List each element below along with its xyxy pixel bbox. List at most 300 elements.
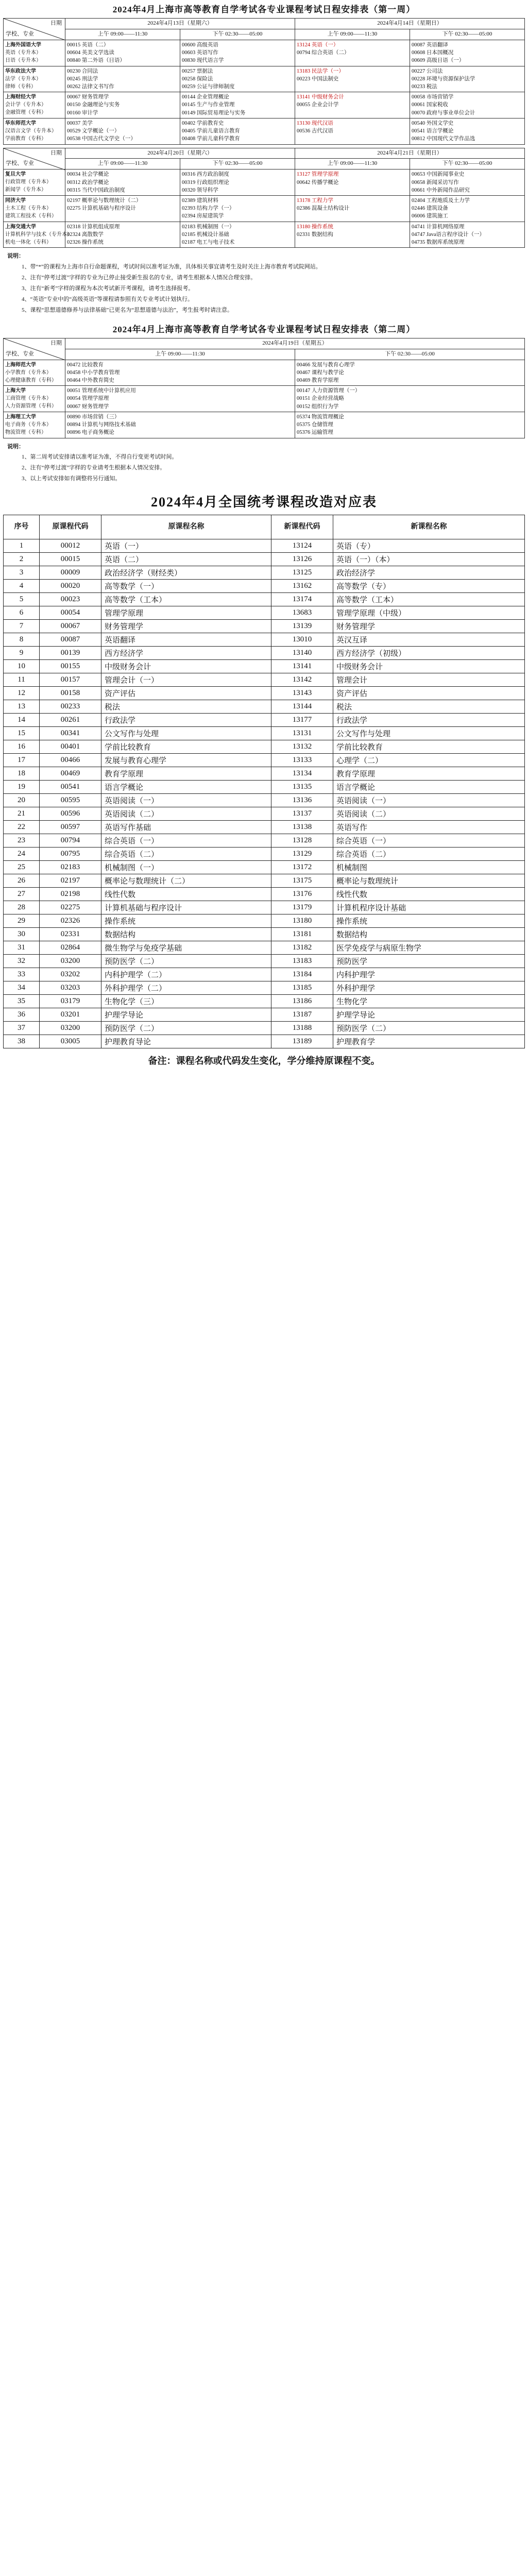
exam-slot bbox=[295, 170, 410, 196]
mapping-cell: 00795 bbox=[40, 848, 101, 861]
mapping-cell: 心理学（二） bbox=[333, 754, 525, 767]
exam-slot bbox=[65, 412, 295, 438]
mapping-cell: 医学免疫学与病原生物学 bbox=[333, 941, 525, 955]
mapping-cell: 18 bbox=[4, 767, 40, 781]
mapping-cell: 35 bbox=[4, 995, 40, 1008]
course-entry: 00087 英语翻译 bbox=[412, 42, 448, 48]
mapping-cell: 03200 bbox=[40, 955, 101, 968]
mapping-table bbox=[3, 515, 525, 1048]
mapping-cell: 微生物学与免疫学基础 bbox=[101, 941, 271, 955]
header-time-row bbox=[4, 29, 525, 40]
mapping-cell: 护理学导论 bbox=[333, 1008, 525, 1022]
note-item: 1、第二周考试安排请以准考证为准，不得自行变更考试时间。 bbox=[22, 454, 178, 461]
mapping-cell: 生物化学（三） bbox=[101, 995, 271, 1008]
major-cell bbox=[4, 66, 65, 92]
mapping-cell: 00054 bbox=[40, 606, 101, 620]
course-entry: 00067 财务管理学 bbox=[67, 403, 109, 410]
mapping-row bbox=[4, 566, 525, 580]
mapping-cell: 34 bbox=[4, 981, 40, 995]
mapping-row bbox=[4, 821, 525, 834]
notes-list bbox=[7, 262, 521, 315]
corner-top-label: 日期 bbox=[50, 149, 62, 156]
major-cell bbox=[4, 40, 65, 66]
exam-slot bbox=[410, 40, 525, 66]
course-entry: 05376 运输管理 bbox=[297, 430, 333, 436]
mapping-cell: 00155 bbox=[40, 660, 101, 673]
mapping-cell: 13125 bbox=[271, 566, 333, 580]
mapping-cell: 00466 bbox=[40, 754, 101, 767]
mapping-cell: 13182 bbox=[271, 941, 333, 955]
exam-slot bbox=[65, 222, 180, 248]
mapping-cell: 13184 bbox=[271, 968, 333, 981]
mapping-cell: 英语阅读（二） bbox=[101, 807, 271, 821]
document-page bbox=[0, 2, 528, 2576]
header-morning: 上午 09:00——11:30 bbox=[65, 159, 180, 170]
course-entry: 00609 高级日语（一） bbox=[412, 58, 465, 64]
mapping-cell: 综合英语（二） bbox=[333, 848, 525, 861]
mapping-cell: 16 bbox=[4, 740, 40, 754]
mapping-cell: 西方经济学 bbox=[101, 647, 271, 660]
course-entry: 00320 领导科学 bbox=[182, 187, 218, 193]
major-name: 机电一体化（专科） bbox=[5, 239, 52, 245]
mapping-cell: 英语（一）（本） bbox=[333, 553, 525, 566]
mapping-cell: 13188 bbox=[271, 1022, 333, 1035]
mapping-cell: 西方经济学（初级） bbox=[333, 647, 525, 660]
corner-bottom-label: 学校、专业 bbox=[6, 30, 34, 37]
mapping-cell: 13142 bbox=[271, 673, 333, 687]
mapping-cell: 财务管理学 bbox=[101, 620, 271, 633]
course-entry: 13183 民法学（一） bbox=[297, 68, 344, 74]
course-entry: 00794 综合英语（二） bbox=[297, 50, 350, 56]
course-entry: 00603 英语写作 bbox=[182, 50, 218, 56]
exam-slot bbox=[295, 92, 410, 118]
school-name: 上海外国语大学 bbox=[5, 42, 41, 48]
mapping-cell: 1 bbox=[4, 539, 40, 553]
mapping-cell: 内科护理学 bbox=[333, 968, 525, 981]
mapping-cell: 计算机基础与程序设计 bbox=[101, 901, 271, 914]
mapping-row bbox=[4, 995, 525, 1008]
mapping-cell: 数据结构 bbox=[333, 928, 525, 941]
header-morning: 上午 09:00——11:30 bbox=[65, 29, 180, 40]
mapping-cell: 03179 bbox=[40, 995, 101, 1008]
mapping-cell: 13126 bbox=[271, 553, 333, 566]
course-entry: 00223 中国法制史 bbox=[297, 76, 339, 82]
mapping-row bbox=[4, 754, 525, 767]
major-name: 汉语言文学（专升本） bbox=[5, 128, 57, 134]
mapping-cell: 00341 bbox=[40, 727, 101, 740]
course-entry: 00245 刑法学 bbox=[67, 76, 98, 82]
course-entry: 00608 日本国概况 bbox=[412, 50, 454, 56]
course-entry: 00147 人力资源管理（一） bbox=[297, 388, 361, 394]
mapping-cell: 2 bbox=[4, 553, 40, 566]
course-entry: 00402 学前教育史 bbox=[182, 120, 224, 126]
exam-slot bbox=[410, 118, 525, 144]
major-cell bbox=[4, 412, 65, 438]
mapping-cell: 生物化学 bbox=[333, 995, 525, 1008]
major-name: 会计学（专升本） bbox=[5, 102, 46, 108]
mapping-cell: 13124 bbox=[271, 539, 333, 553]
mapping-cell: 38 bbox=[4, 1035, 40, 1048]
mapping-cell: 13189 bbox=[271, 1035, 333, 1048]
school-name: 上海师范大学 bbox=[5, 362, 36, 368]
mapping-row bbox=[4, 941, 525, 955]
mapping-cell: 13143 bbox=[271, 687, 333, 700]
mapping-cell: 13144 bbox=[271, 700, 333, 714]
course-entry: 13180 操作系统 bbox=[297, 224, 333, 230]
exam-slot bbox=[410, 196, 525, 222]
mapping-cell: 13176 bbox=[271, 888, 333, 901]
course-entry: 13141 中级财务会计 bbox=[297, 94, 344, 100]
major-cell bbox=[4, 360, 65, 386]
mapping-cell: 英语（二） bbox=[101, 553, 271, 566]
mapping-row bbox=[4, 888, 525, 901]
header-morning: 上午 09:00——11:30 bbox=[295, 159, 410, 170]
course-entry: 04747 Java语言程序设计（一） bbox=[412, 231, 485, 238]
mapping-cell: 13172 bbox=[271, 861, 333, 874]
course-entry: 00653 中国新闻事业史 bbox=[412, 172, 465, 178]
mapping-row bbox=[4, 647, 525, 660]
header-day: 2024年4月21日（星期日） bbox=[295, 148, 525, 159]
mapping-row bbox=[4, 687, 525, 700]
mapping-cell: 预防医学（二） bbox=[101, 955, 271, 968]
mapping-title: 2024年4月全国统考课程改造对应表 bbox=[150, 495, 377, 510]
mapping-cell: 00157 bbox=[40, 673, 101, 687]
mapping-row bbox=[4, 901, 525, 914]
mapping-row bbox=[4, 633, 525, 647]
schedule-row bbox=[4, 222, 525, 248]
exam-slot bbox=[295, 222, 410, 248]
mapping-cell: 语言学概论 bbox=[101, 781, 271, 794]
mapping-cell: 6 bbox=[4, 606, 40, 620]
notes-title: 说明： bbox=[7, 253, 24, 260]
course-entry: 00890 市场营销（三） bbox=[67, 414, 120, 420]
major-cell bbox=[4, 386, 65, 412]
header-morning: 上午 09:00——11:30 bbox=[295, 29, 410, 40]
schedule-row bbox=[4, 196, 525, 222]
mapping-cell: 13179 bbox=[271, 901, 333, 914]
mapping-cell: 02198 bbox=[40, 888, 101, 901]
school-name: 同济大学 bbox=[5, 198, 26, 204]
mapping-cell: 00012 bbox=[40, 539, 101, 553]
mapping-cell: 线性代数 bbox=[101, 888, 271, 901]
exam-slot bbox=[180, 40, 295, 66]
course-entry: 06006 建筑施工 bbox=[412, 213, 448, 219]
course-entry: 04741 计算机网络原理 bbox=[412, 224, 465, 230]
note-item: 5、课程“思想道德修养与法律基础”已更名为“思想道德与法治”，考生报考时请注意。 bbox=[22, 307, 233, 313]
week1-notes bbox=[7, 251, 521, 315]
week2-schedule bbox=[0, 338, 528, 438]
mapping-cell: 23 bbox=[4, 834, 40, 848]
course-entry: 00233 税法 bbox=[412, 83, 437, 90]
major-name: 英语（专升本） bbox=[5, 49, 41, 56]
mapping-cell: 英语阅读（二） bbox=[333, 807, 525, 821]
major-name: 心理健康教育（专科） bbox=[5, 377, 57, 383]
mapping-cell: 37 bbox=[4, 1022, 40, 1035]
mapping-cell: 32 bbox=[4, 955, 40, 968]
major-cell bbox=[4, 196, 65, 222]
course-entry: 00258 保险法 bbox=[182, 76, 213, 82]
mapping-cell: 行政法学 bbox=[101, 714, 271, 727]
mapping-row bbox=[4, 740, 525, 754]
mapping-cell: 操作系统 bbox=[101, 914, 271, 928]
mapping-cell: 综合英语（二） bbox=[101, 848, 271, 861]
course-entry: 00840 第二外语（日语） bbox=[67, 58, 125, 64]
corner-bottom-label: 学校、专业 bbox=[6, 350, 34, 357]
mapping-cell: 13185 bbox=[271, 981, 333, 995]
mapping-cell: 00158 bbox=[40, 687, 101, 700]
course-entry: 00538 中国古代文学史（一） bbox=[67, 136, 136, 142]
header-day: 2024年4月13日（星期六） bbox=[65, 19, 295, 29]
mapping-cell: 12 bbox=[4, 687, 40, 700]
course-entry: 02389 建筑材料 bbox=[182, 198, 218, 204]
mapping-row bbox=[4, 1022, 525, 1035]
course-entry: 00536 古代汉语 bbox=[297, 128, 333, 134]
mapping-cell: 00401 bbox=[40, 740, 101, 754]
mapping-row bbox=[4, 553, 525, 566]
note-item: 3、以上考试安排如有调整将另行通知。 bbox=[22, 476, 121, 482]
mapping-cell: 中级财务会计 bbox=[101, 660, 271, 673]
exam-slot bbox=[65, 66, 180, 92]
course-entry: 02318 计算机组成原理 bbox=[67, 224, 120, 230]
course-entry: 00408 学前儿童科学教育 bbox=[182, 136, 240, 142]
mapping-cell: 英语写作基础 bbox=[101, 821, 271, 834]
mapping-cell: 预防医学（二） bbox=[333, 1022, 525, 1035]
exam-slot bbox=[65, 118, 180, 144]
corner-top-label: 日期 bbox=[50, 20, 62, 26]
exam-slot bbox=[180, 196, 295, 222]
mapping-cell: 计算机程序设计基础 bbox=[333, 901, 525, 914]
mapping-cell: 英语阅读（一） bbox=[101, 794, 271, 807]
header-morning: 上午 09:00——11:30 bbox=[65, 349, 295, 360]
mapping-cell: 13139 bbox=[271, 620, 333, 633]
course-entry: 00144 企业管理概论 bbox=[182, 94, 229, 100]
course-entry: 00150 金融理论与实务 bbox=[67, 102, 120, 108]
course-entry: 02185 机械设计基础 bbox=[182, 231, 229, 238]
week2-notes bbox=[7, 442, 521, 485]
major-name: 金融管理（专科） bbox=[5, 110, 46, 116]
mapping-cell: 28 bbox=[4, 901, 40, 914]
mapping-cell: 02331 bbox=[40, 928, 101, 941]
mapping-cell: 13136 bbox=[271, 794, 333, 807]
mapping-row bbox=[4, 660, 525, 673]
schedule-row bbox=[4, 92, 525, 118]
course-entry: 00054 管理学原理 bbox=[67, 396, 109, 402]
mapping-row bbox=[4, 1008, 525, 1022]
course-entry: 00812 中国现代文学作品选 bbox=[412, 136, 475, 142]
schedule-table bbox=[3, 338, 525, 438]
mapping-cell: 13140 bbox=[271, 647, 333, 660]
mapping-row bbox=[4, 861, 525, 874]
mapping-cell: 预防医学（二） bbox=[101, 1022, 271, 1035]
mapping-cell: 英语（专） bbox=[333, 539, 525, 553]
course-entry: 00604 英美文学选读 bbox=[67, 50, 114, 56]
course-entry: 00405 学前儿童语言教育 bbox=[182, 128, 240, 134]
course-entry: 02393 结构力学（一） bbox=[182, 206, 235, 212]
mapping-cell: 数据结构 bbox=[101, 928, 271, 941]
mapping-row bbox=[4, 606, 525, 620]
mapping-cell: 13683 bbox=[271, 606, 333, 620]
mapping-cell: 03005 bbox=[40, 1035, 101, 1048]
mapping-cell: 高等数学（一） bbox=[101, 580, 271, 593]
mapping-cell: 13175 bbox=[271, 874, 333, 888]
mapping-cell: 公文写作与处理 bbox=[101, 727, 271, 740]
mapping-row bbox=[4, 767, 525, 781]
schedule-table bbox=[3, 148, 525, 248]
mapping-cell: 13134 bbox=[271, 767, 333, 781]
mapping-cell: 02275 bbox=[40, 901, 101, 914]
mapping-row bbox=[4, 794, 525, 807]
course-entry: 02326 操作系统 bbox=[67, 240, 104, 246]
schedule-row bbox=[4, 66, 525, 92]
exam-slot bbox=[295, 412, 525, 438]
mapping-cell: 外科护理学（二） bbox=[101, 981, 271, 995]
course-entry: 00896 电子商务概论 bbox=[67, 430, 114, 436]
course-entry: 02394 房屋建筑学 bbox=[182, 213, 224, 219]
schedule-block bbox=[3, 338, 525, 438]
mapping-cell: 资产评估 bbox=[333, 687, 525, 700]
exam-slot bbox=[295, 118, 410, 144]
major-name: 建筑工程技术（专科） bbox=[5, 213, 57, 219]
mapping-cell: 概率论与数理统计 bbox=[333, 874, 525, 888]
schedule-row bbox=[4, 360, 525, 386]
exam-slot bbox=[295, 196, 410, 222]
mapping-cell: 管理会计（一） bbox=[101, 673, 271, 687]
mapping-cell: 英语（一） bbox=[101, 539, 271, 553]
mapping-header-cell: 新课程代码 bbox=[271, 515, 333, 539]
mapping-cell: 13186 bbox=[271, 995, 333, 1008]
mapping-row bbox=[4, 1035, 525, 1048]
mapping-cell: 24 bbox=[4, 848, 40, 861]
corner-bottom-label: 学校、专业 bbox=[6, 160, 34, 167]
major-cell bbox=[4, 170, 65, 196]
mapping-cell: 管理会计 bbox=[333, 673, 525, 687]
course-entry: 00458 中小学教育管理 bbox=[67, 369, 120, 376]
major-name: 律师（专科） bbox=[5, 83, 36, 90]
mapping-cell: 中级财务会计 bbox=[333, 660, 525, 673]
course-entry: 00145 生产与作业管理 bbox=[182, 102, 235, 108]
mapping-header-cell: 原课程名称 bbox=[101, 515, 271, 539]
mapping-cell: 英语写作 bbox=[333, 821, 525, 834]
exam-slot bbox=[65, 40, 180, 66]
mapping-cell: 03202 bbox=[40, 968, 101, 981]
mapping-cell: 13010 bbox=[271, 633, 333, 647]
mapping-row bbox=[4, 834, 525, 848]
mapping-cell: 学前比较教育 bbox=[333, 740, 525, 754]
major-name: 学前教育（专科） bbox=[5, 135, 46, 142]
course-entry: 00061 国家税收 bbox=[412, 102, 448, 108]
school-name: 复旦大学 bbox=[5, 172, 26, 178]
mapping-cell: 预防医学 bbox=[333, 955, 525, 968]
mapping-header-row bbox=[4, 515, 525, 539]
mapping-cell: 学前比较教育 bbox=[101, 740, 271, 754]
major-cell bbox=[4, 222, 72, 248]
exam-slot bbox=[65, 360, 295, 386]
course-entry: 00227 公司法 bbox=[412, 68, 443, 74]
header-afternoon: 下午 02:30——05:00 bbox=[180, 29, 295, 40]
mapping-cell: 26 bbox=[4, 874, 40, 888]
course-entry: 00316 西方政治制度 bbox=[182, 172, 229, 178]
header-day: 2024年4月14日（星期日） bbox=[295, 19, 525, 29]
mapping-cell: 00261 bbox=[40, 714, 101, 727]
header-day: 2024年4月19日（星期五） bbox=[65, 338, 525, 349]
mapping-cell: 高等数学（工本） bbox=[101, 593, 271, 606]
course-entry: 00070 政府与事业单位会计 bbox=[412, 110, 475, 116]
header-corner bbox=[4, 19, 65, 40]
schedule-row bbox=[4, 40, 525, 66]
mapping-cell: 00233 bbox=[40, 700, 101, 714]
mapping-row bbox=[4, 539, 525, 553]
mapping-cell: 7 bbox=[4, 620, 40, 633]
course-entry: 00037 美学 bbox=[67, 120, 93, 126]
course-entry: 04735 数据库系统原理 bbox=[412, 240, 465, 246]
schedule-row bbox=[4, 412, 525, 438]
mapping-cell: 13177 bbox=[271, 714, 333, 727]
mapping-cell: 13187 bbox=[271, 1008, 333, 1022]
course-entry: 00469 教育学原理 bbox=[297, 378, 339, 383]
mapping-cell: 语言学概论 bbox=[333, 781, 525, 794]
mapping-cell: 政治经济学（财经类） bbox=[101, 566, 271, 580]
exam-slot bbox=[65, 92, 180, 118]
mapping-cell: 管理学原理（中级） bbox=[333, 606, 525, 620]
course-entry: 13124 英语（一） bbox=[297, 42, 339, 48]
course-entry: 00259 公证与律师制度 bbox=[182, 83, 235, 90]
mapping-cell: 高等数学（工本） bbox=[333, 593, 525, 606]
mapping-cell: 13128 bbox=[271, 834, 333, 848]
major-name: 计算机科学与技术（专升本） bbox=[5, 231, 72, 238]
mapping-header-cell: 原课程代码 bbox=[40, 515, 101, 539]
course-entry: 00262 法律文书写作 bbox=[67, 83, 114, 90]
major-name: 新闻学（专升本） bbox=[5, 187, 46, 193]
note-item: 2、注有“停考过渡”字样的专业为已停止接受新生报名的专业，请考生根据本人情况合理安排。 bbox=[22, 275, 257, 281]
course-entry: 00228 环境与资源保护法学 bbox=[412, 76, 475, 82]
mapping-cell: 13135 bbox=[271, 781, 333, 794]
mapping-cell: 护理教育导论 bbox=[101, 1035, 271, 1048]
header-date-row bbox=[4, 19, 525, 29]
course-entry: 00464 中外教育简史 bbox=[67, 378, 114, 383]
schedule-row bbox=[4, 118, 525, 144]
mapping-cell: 5 bbox=[4, 593, 40, 606]
mapping-row bbox=[4, 981, 525, 995]
mapping-cell: 30 bbox=[4, 928, 40, 941]
mapping-row bbox=[4, 580, 525, 593]
course-entry: 00058 市场营销学 bbox=[412, 94, 454, 100]
mapping-header-cell: 序号 bbox=[4, 515, 40, 539]
mapping-cell: 综合英语（一） bbox=[101, 834, 271, 848]
mapping-cell: 03200 bbox=[40, 1022, 101, 1035]
mapping-cell: 资产评估 bbox=[101, 687, 271, 700]
exam-slot bbox=[65, 170, 180, 196]
course-entry: 00529 文学概论（一） bbox=[67, 128, 120, 134]
mapping-cell: 19 bbox=[4, 781, 40, 794]
mapping-cell: 13137 bbox=[271, 807, 333, 821]
header-time-row bbox=[4, 349, 525, 360]
mapping-cell: 公文写作与处理 bbox=[333, 727, 525, 740]
mapping-cell: 33 bbox=[4, 968, 40, 981]
course-entry: 00149 国际贸易理论与实务 bbox=[182, 110, 246, 116]
course-entry: 00151 企业经营战略 bbox=[297, 396, 344, 402]
mapping-cell: 财务管理学 bbox=[333, 620, 525, 633]
header-corner bbox=[4, 338, 65, 360]
mapping-cell: 13 bbox=[4, 700, 40, 714]
exam-slot bbox=[295, 360, 525, 386]
week2-title: 2024年4月上海市高等教育自学考试各专业课程考试日程安排表（第二周） bbox=[112, 324, 416, 334]
course-entry: 00257 票据法 bbox=[182, 68, 213, 74]
mapping-cell: 31 bbox=[4, 941, 40, 955]
mapping-cell: 3 bbox=[4, 566, 40, 580]
mapping-cell: 00067 bbox=[40, 620, 101, 633]
mapping-cell: 管理学原理 bbox=[101, 606, 271, 620]
course-entry: 00319 行政组织理论 bbox=[182, 179, 229, 185]
